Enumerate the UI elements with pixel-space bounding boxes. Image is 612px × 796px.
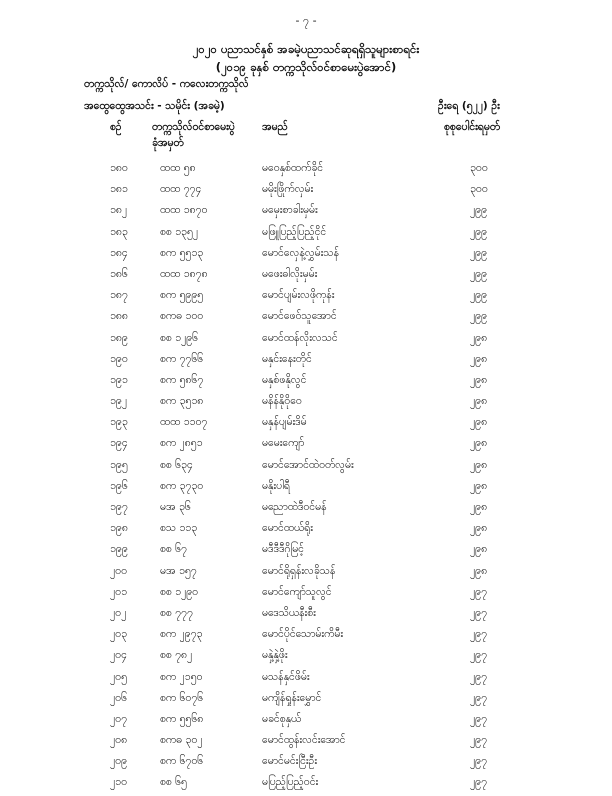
row-number: ၂၀၀ xyxy=(110,564,127,577)
table-row xyxy=(0,435,612,456)
roll-number: စစ ၆၅ xyxy=(160,776,187,789)
roll-number: မအ ၁၅၇ xyxy=(160,564,197,577)
roll-number: စစ ၆၃၄ xyxy=(160,458,193,471)
student-name: မောင်ထယ်ရိုး xyxy=(262,522,313,535)
table-row xyxy=(0,266,612,287)
total-score: ၂၉၉ xyxy=(470,246,487,259)
student-name: မသန်နှင်ဖိမ်း xyxy=(262,670,310,683)
student-name: မောင်ရိုရှန်းလခိုသန် xyxy=(262,564,336,577)
total-score: ၂၉၈ xyxy=(470,373,488,386)
student-name: မညောထဲဒီဝင်မန် xyxy=(262,501,327,513)
student-name: မောင်လှေနဲ့လွှမ်းသန် xyxy=(262,246,339,259)
roll-number: စက ၅၉၉၅ xyxy=(160,289,204,302)
row-number: ၁၉၈ xyxy=(110,522,128,535)
row-number: ၁၈၇ xyxy=(110,289,128,302)
total-score: ၂၉၉ xyxy=(470,225,487,238)
column-header-score: စုစုပေါင်းရမှတ် xyxy=(444,121,501,133)
student-name: မောင်ထွန်းလင်းအောင် xyxy=(262,734,346,747)
roll-number: စစ ၁၂၉၀ xyxy=(160,585,199,598)
total-score: ၂၉၈ xyxy=(470,352,488,365)
table-row xyxy=(0,202,612,223)
total-score: ၃၀၀ xyxy=(470,183,488,196)
roll-number: စက ၂၈၅၁ xyxy=(160,437,203,450)
table-row xyxy=(0,457,612,478)
university-label: တက္ကသိုလ်/ ကောလိပ် - ကလေးတက္ကသိုလ် xyxy=(84,78,249,90)
page-number: - ၇ - xyxy=(295,14,317,27)
student-name: မနှဲ့နှဲ့ဖိုး xyxy=(262,649,288,662)
results-table xyxy=(0,160,612,796)
table-row xyxy=(0,711,612,732)
total-score: ၂၉၇ xyxy=(470,691,487,704)
column-header-roll: တက္ကသိုလ်ဝင်စာမေးပွဲ xyxy=(152,121,235,133)
student-name: မောင်ဖေဝ်သူအောင် xyxy=(262,310,337,323)
specialization-label: အထွေထွေအသင်း - သမိုင်း (အခမဲ့) xyxy=(84,100,225,112)
student-name: မဒီဒီဒီဂိုမြင့် xyxy=(262,543,305,556)
table-row xyxy=(0,160,612,181)
table-row xyxy=(0,308,612,329)
table-row xyxy=(0,414,612,435)
table-row xyxy=(0,690,612,711)
total-score: ၂၉၇ xyxy=(470,776,487,789)
student-name: မမေးကျော် xyxy=(262,437,305,450)
roll-number: စက ၅၅၆၈ xyxy=(160,712,204,725)
row-number: ၁၉၂ xyxy=(110,395,127,408)
student-name: မနှန်ပျမ်းဒိမ် xyxy=(262,416,307,429)
roll-number: စက ၅၈၆၇ xyxy=(160,373,204,386)
total-score: ၂၉၈ xyxy=(470,416,488,429)
roll-number: စစ ၆၇ xyxy=(160,543,187,556)
row-number: ၂၀၄ xyxy=(110,649,127,662)
roll-number: ထထ ၇၇၄ xyxy=(160,183,202,196)
table-row xyxy=(0,372,612,393)
row-number: ၁၈၈ xyxy=(110,310,128,323)
roll-number: စက ၃၅၁၈ xyxy=(160,395,204,408)
table-row xyxy=(0,647,612,668)
total-score: ၂၉၈ xyxy=(470,564,488,577)
roll-number: စက ၆၀၇၆ xyxy=(160,691,204,704)
total-score: ၂၉၈ xyxy=(470,501,488,513)
total-score: ၂၉၈ xyxy=(470,458,488,471)
roll-number: ထထ ၅၈ xyxy=(160,162,196,174)
table-row xyxy=(0,541,612,562)
student-name: မနှင်းနေးတိုင် xyxy=(262,352,312,365)
row-number: ၂၀၂ xyxy=(110,606,127,619)
total-score: ၂၉၇ xyxy=(470,649,487,662)
total-score: ၂၉၈ xyxy=(470,479,488,492)
roll-number: စက ၇၇၆၆ xyxy=(160,352,204,365)
roll-number: စသ ၁၁၃ xyxy=(160,522,198,535)
student-name: မဖေးဓါလိုးမှမ်း xyxy=(262,267,318,280)
row-number: ၂၀၈ xyxy=(110,734,128,747)
student-name: မဒေသိယနီးစီး xyxy=(262,606,316,619)
row-number: ၁၈၁ xyxy=(110,183,128,196)
row-number: ၁၈၄ xyxy=(110,246,128,259)
row-number: ၁၈၂ xyxy=(110,204,128,217)
table-row xyxy=(0,774,612,795)
row-number: ၂၀၁ xyxy=(110,585,127,598)
row-number: ၁၈၆ xyxy=(110,267,128,280)
row-number: ၁၉၁ xyxy=(110,373,128,386)
row-number: ၁၉၀ xyxy=(110,352,128,365)
student-name: မကျိန်ရှုန်းမွှောင် xyxy=(262,691,322,704)
total-score: ၂၉၈ xyxy=(470,437,488,450)
student-name: မနိုးပါရီ xyxy=(262,479,290,492)
roll-number: စက ၆၇၀၆ xyxy=(160,755,204,768)
total-score: ၂၉၈ xyxy=(470,543,488,556)
total-score: ၂၉၉ xyxy=(470,310,487,323)
roll-number: စစ ၁၃၅၂ xyxy=(160,225,199,238)
student-name: မောင်မင်းငြီးဦး xyxy=(262,755,318,768)
roll-number: စက ၅၅၁၃ xyxy=(160,246,204,259)
total-score: ၂၉၇ xyxy=(470,628,487,641)
roll-number: စစ ၇၈၂ xyxy=(160,649,193,662)
table-row xyxy=(0,224,612,245)
student-name: မောင်ထန်လိုးလသင် xyxy=(262,331,338,344)
total-score: ၂၉၇ xyxy=(470,585,487,598)
column-header-roll-sub: ခုံအမှတ် xyxy=(152,137,184,149)
roll-number: ထထ ၁၈၇၈ xyxy=(160,267,208,280)
total-score: ၂၉၈ xyxy=(470,395,488,408)
table-row xyxy=(0,287,612,308)
total-score: ၂၉၉ xyxy=(470,289,487,302)
table-row xyxy=(0,669,612,690)
table-row xyxy=(0,351,612,372)
roll-number: မအ ၃၆ xyxy=(160,501,191,513)
row-number: ၂၀၆ xyxy=(110,691,127,704)
roll-number: စက ၂၉၇၃ xyxy=(160,628,203,641)
row-number: ၂၀၃ xyxy=(110,628,127,641)
student-name: မောင်ကျော်သူလွင် xyxy=(262,585,332,598)
student-name: မမိုးဖြိုက်လှမ်း xyxy=(262,183,314,196)
table-row xyxy=(0,181,612,202)
student-name: မောင်ပျမ်းလဖိုကုန်း xyxy=(262,289,335,302)
student-name: မနှစ်ဖနိုလွင် xyxy=(262,373,307,386)
roll-number: စကဓ ၁၀၀ xyxy=(160,310,204,323)
student-name: မောင်အောင်ထဲဝတ်လွမ်း xyxy=(262,458,354,471)
row-number: ၁၉၅ xyxy=(110,458,128,471)
table-row xyxy=(0,393,612,414)
row-number: ၁၉၃ xyxy=(110,416,128,429)
row-number: ၁၉၉ xyxy=(110,543,128,556)
total-score: ၂၉၈ xyxy=(470,331,488,344)
total-score: ၃၀၀ xyxy=(470,162,488,174)
roll-number: စကဓ ၃၀၂ xyxy=(160,734,203,747)
roll-number: ထထ ၁၁၀၇ xyxy=(160,416,208,429)
table-row xyxy=(0,245,612,266)
total-score: ၂၉၇ xyxy=(470,712,487,725)
roll-number: ထထ ၁၈၇၀ xyxy=(160,204,208,217)
table-row xyxy=(0,520,612,541)
column-header-name: အမည် xyxy=(262,121,288,133)
total-score: ၂၉၇ xyxy=(470,606,487,619)
table-row xyxy=(0,732,612,753)
total-score: ၂၉၇ xyxy=(470,670,487,683)
table-row xyxy=(0,563,612,584)
roll-number: စစ ၇၇၇ xyxy=(160,606,193,619)
row-number: ၂၀၉ xyxy=(110,755,127,768)
student-name: မမှေးစာခါးမှမ်း xyxy=(262,204,318,217)
student-name: မဖြူပြည့်ပြည့်ငိုင် xyxy=(262,225,327,238)
total-score: ၂၉၇ xyxy=(470,734,487,747)
row-number: ၂၁၀ xyxy=(110,776,127,789)
total-score: ၂၉၉ xyxy=(470,204,487,217)
row-number: ၁၈၉ xyxy=(110,331,128,344)
row-number: ၁၉၇ xyxy=(110,501,128,513)
table-row xyxy=(0,499,612,520)
roll-number: စက ၃၇၃၀ xyxy=(160,479,204,492)
roll-number: စစ ၁၂၉၆ xyxy=(160,331,199,344)
student-name: မနိန်နိုဝိုဝေ xyxy=(262,395,302,408)
table-row xyxy=(0,753,612,774)
row-number: ၁၈၀ xyxy=(110,162,128,174)
row-number: ၁၈၃ xyxy=(110,225,128,238)
table-row xyxy=(0,626,612,647)
row-number: ၁၉၆ xyxy=(110,479,128,492)
table-row xyxy=(0,478,612,499)
student-name: မပြည့်ပြည့်ဝင်း xyxy=(262,776,319,789)
table-row xyxy=(0,605,612,626)
document-title: ၂၀၂၀ ပညာသင်နှစ် အခမဲ့ပညာသင်ဆုရရှိသူများစာရင်း xyxy=(192,42,420,56)
roll-number: စက ၂၁၅၀ xyxy=(160,670,203,683)
row-number: ၂၀၇ xyxy=(110,712,127,725)
document-subtitle: (၂၀၁၉ ခုနှစ် တက္ကသိုလ်ဝင်စာမေးပွဲအောင်) xyxy=(215,60,397,74)
table-row xyxy=(0,330,612,351)
total-score: ၂၉၇ xyxy=(470,755,487,768)
student-name: မခင်စုနှယ် xyxy=(262,712,302,725)
column-header-no: စဉ် xyxy=(110,121,122,133)
total-score: ၂၉၉ xyxy=(470,267,487,280)
count-label: ဦးရေ (၅၂၂) ဦး xyxy=(438,100,500,112)
row-number: ၁၉၄ xyxy=(110,437,128,450)
total-score: ၂၉၈ xyxy=(470,522,488,535)
row-number: ၂၀၅ xyxy=(110,670,127,683)
table-row xyxy=(0,584,612,605)
student-name: မဝေနှစ်ထက်ခိုင် xyxy=(262,162,324,174)
student-name: မောင်ပိုင်သောမ်းကိမီး xyxy=(262,628,344,641)
